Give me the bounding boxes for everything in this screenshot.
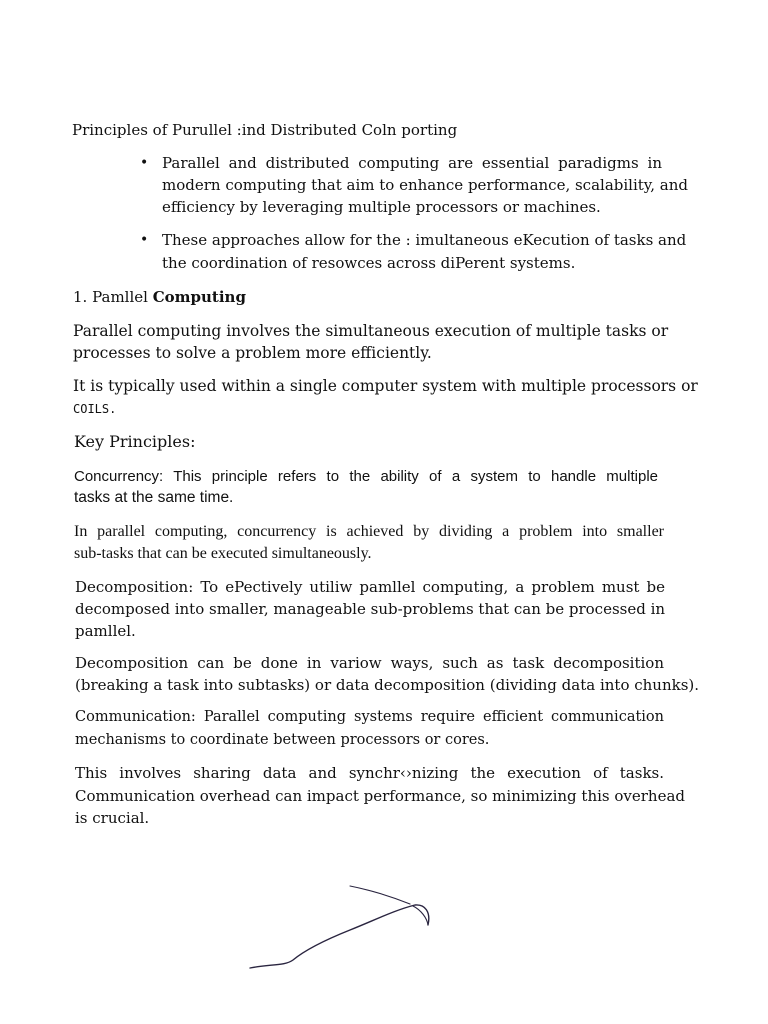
section-title-bold: Computing <box>152 288 246 306</box>
bullet-marker: • <box>140 232 149 248</box>
paragraph-3-line-1: Concurrency: This principle refers to the ability of a system to handle multiple <box>74 468 658 485</box>
bullet-1-line-3: efficiency by leveraging multiple processors or machines. <box>162 198 601 216</box>
signature-stroke-top <box>350 886 410 904</box>
section-heading <box>73 287 246 307</box>
key-principles-heading: Key Principles: <box>74 432 196 451</box>
bullet-2-line-2: the coordination of resowces across diPerent systems. <box>162 254 576 272</box>
paragraph-5-line-1: Decomposition: To ePectively utiliw pamllel computing, a problem must be <box>75 578 665 596</box>
paragraph-7-line-1: Communication: Parallel computing systems require efficient communication <box>75 709 664 725</box>
paragraph-4-line-1: In parallel computing, concurrency is achieved by dividing a problem into smaller <box>74 523 664 540</box>
section-number: 1. Pamllel <box>73 288 148 306</box>
paragraph-2-line-2: COILS. <box>73 402 117 416</box>
paragraph-3-line-2: tasks at the same time. <box>74 489 234 506</box>
paragraph-7-line-2: mechanisms to coordinate between processors or cores. <box>75 732 490 748</box>
bullet-2-line-1: These approaches allow for the : imultaneous eKecution of tasks and <box>162 231 687 249</box>
paragraph-5-line-2: decomposed into smaller, manageable sub-problems that can be processed in <box>75 600 666 618</box>
document-title: Principles of Purullel :ind Distributed Coln porting <box>72 121 458 139</box>
paragraph-8-line-1: This involves sharing data and synchr‹›nizing the execution of tasks. <box>75 764 664 782</box>
paragraph-6-line-2: (breaking a task into subtasks) or data decomposition (dividing data into chunks). <box>75 676 700 694</box>
paragraph-1-line-1: Parallel computing involves the simultaneous execution of multiple tasks or <box>73 322 669 340</box>
paragraph-5-line-3: pamllel. <box>75 622 136 640</box>
bullet-1-line-1: Parallel and distributed computing are essential paradigms in <box>162 154 662 172</box>
bullet-1-line-2: modern computing that aim to enhance performance, scalability, and <box>162 176 689 194</box>
paragraph-1-line-2: processes to solve a problem more efficiently. <box>73 344 432 362</box>
bullet-marker: • <box>140 155 149 171</box>
paragraph-8-line-3: is crucial. <box>75 809 150 827</box>
paragraph-2-line-1: It is typically used within a single computer system with multiple processors or <box>73 377 698 395</box>
paragraph-8-line-2: Communication overhead can impact performance, so minimizing this overhead <box>75 787 685 805</box>
handwritten-signature <box>245 880 435 975</box>
signature-stroke-main <box>250 905 429 968</box>
paragraph-6-line-1: Decomposition can be done in variow ways, such as task decomposition <box>75 654 664 672</box>
paragraph-4-line-2: sub-tasks that can be executed simultaneously. <box>74 545 372 562</box>
